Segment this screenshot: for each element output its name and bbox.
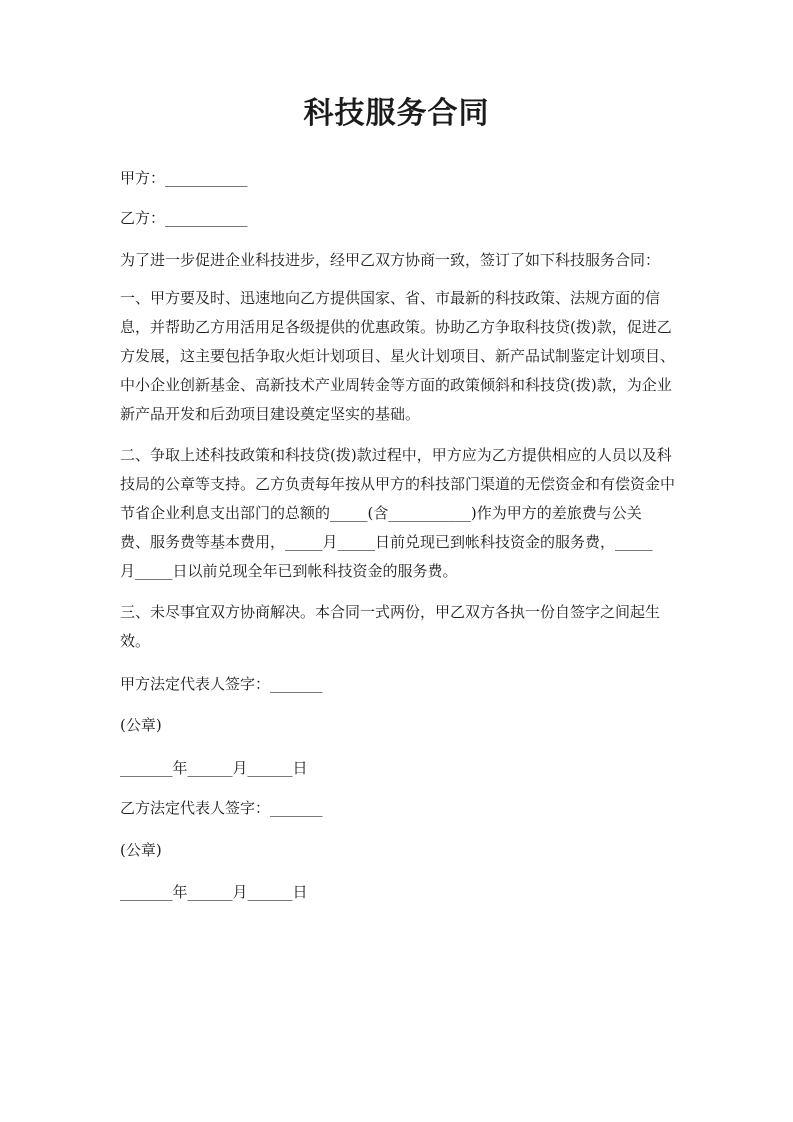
party-a-date: _______年______月______日 xyxy=(120,759,308,777)
party-b-signature: 乙方法定代表人签字：_______ xyxy=(120,799,323,817)
intro-paragraph: 为了进一步促进企业科技进步，经甲乙双方协商一致，签订了如下科技服务合同： xyxy=(120,251,661,269)
party-a-signature: 甲方法定代表人签字：_______ xyxy=(120,675,323,693)
party-b-date: _______年______月______日 xyxy=(120,883,308,901)
party-a-seal: (公章) xyxy=(120,716,162,734)
clause-2: 二、争取上述科技政策和科技贷(拨)款过程中，甲方应为乙方提供相应的人员以及科 技局的公章等支持。乙方负责每年按从甲方的科技部门渠道的无偿资金和有偿资金中 节省企业利息支出部门的总额的_____(含___________)作为甲方的差旅费与公关 费、服务费等基本费用，_____月_____日前兑现已到帐科技资金的服务费，_____ 月_____日以前兑现全年已到帐科技资金的服务费。 xyxy=(120,446,676,580)
document-title: 科技服务合同 xyxy=(303,96,490,131)
party-b-line: 乙方：___________ xyxy=(120,209,248,227)
clause-3: 三、未尽事宜双方协商解决。本合同一式两份，甲乙双方各执一份自签字之间起生 效。 xyxy=(120,603,661,650)
clause-1: 一、甲方要及时、迅速地向乙方提供国家、省、市最新的科技政策、法规方面的信 息，并帮助乙方用活用足各级提供的优惠政策。协助乙方争取科技贷(拨)款，促进乙 方发展，这主要包括争取火炬计划项目、星火计划项目、新产品试制鉴定计划项目、 中小企业创新基金、高新技术产业周转金等方面的政策倾斜和科技贷(拨)款，为企业 新产品开发和后劲项目建设奠定坚实的基础。 xyxy=(120,289,676,423)
party-b-seal: (公章) xyxy=(120,841,162,859)
party-a-line: 甲方：___________ xyxy=(120,169,248,187)
